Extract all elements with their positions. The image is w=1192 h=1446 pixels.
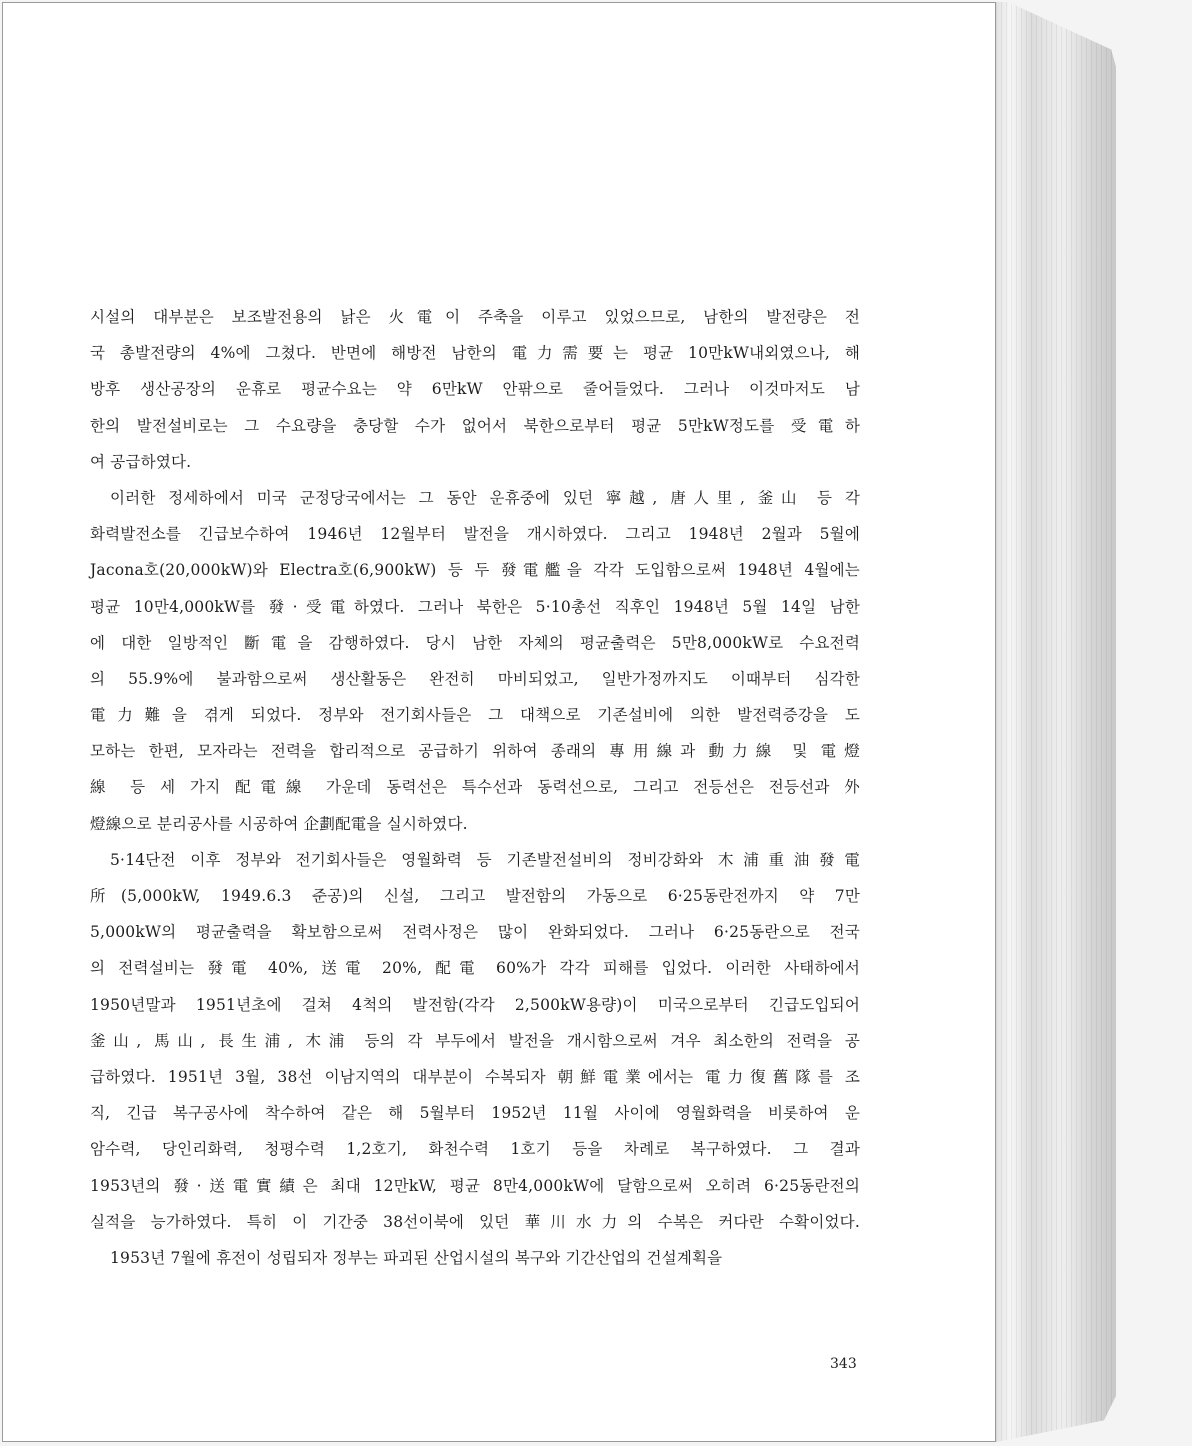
text-line: 시설의 대부분은 보조발전용의 낡은 火電이 주축을 이루고 있었으므로, 남한의 발전량은 전 [90, 308, 860, 326]
text-line: 線 등 세 가지 配電線 가운데 동력선은 특수선과 동력선으로, 그리고 전등선은 전등선과 外 [90, 778, 860, 797]
text-line: 에 대한 일방적인 斷電을 감행하였다. 당시 남한 자체의 평균출력은 5만8,000kW로 수요전력 [90, 633, 860, 652]
page-number: 343 [830, 1356, 857, 1372]
text-line: 1953년의 發·送電實績은 최대 12만kW, 평균 8만4,000kW에 달함으로써 오히려 6·25동란전의 [90, 1176, 860, 1195]
text-line: 실적을 능가하였다. 특히 이 기간중 38선이북에 있던 華川水力의 수복은 커다란 수확이었다. [90, 1212, 860, 1231]
page-stack-lines [996, 2, 1116, 1442]
body-text [90, 299, 860, 1276]
text-line: 방후 생산공장의 운휴로 평균수요는 약 6만kW 안팎으로 줄어들었다. 그러나 이것마저도 남 [90, 380, 860, 399]
text-line: 釜山, 馬山, 長生浦, 木浦 등의 각 부두에서 발전을 개시함으로써 겨우 최소한의 전력을 공 [90, 1031, 860, 1050]
text-line: 직, 긴급 복구공사에 착수하여 같은 해 5월부터 1952년 11월 사이에 영월화력을 비롯하여 운 [90, 1104, 860, 1123]
text-line: 의 전력설비는 發電 40%, 送電 20%, 配電 60%가 각각 피해를 입었다. 이러한 사태하에서 [90, 959, 860, 978]
text-line: 화력발전소를 긴급보수하여 1946년 12월부터 발전을 개시하였다. 그리고 1948년 2월과 5월에 [90, 525, 861, 544]
text-line: 암수력, 당인리화력, 청평수력 1,2호기, 화천수력 1호기 등을 차례로 복구하였다. 그 결과 [90, 1140, 860, 1159]
text-line: 이러한 정세하에서 미국 군정당국에서는 그 동안 운휴중에 있던 寧越, 唐人里, 釜山 등 각 [110, 488, 860, 507]
text-line: 燈線으로 분리공사를 시공하여 企劃配電을 실시하였다. [90, 814, 468, 833]
text-line: 여 공급하였다. [90, 452, 192, 471]
text-line: 국 총발전량의 4%에 그쳤다. 반면에 해방전 남한의 電力需要는 평균 10만kW내외였으나, 해 [90, 344, 860, 363]
text-line: 1950년말과 1951년초에 걸쳐 4척의 발전함(각각 2,500kW용량)이 미국으로부터 긴급도입되어 [90, 995, 860, 1014]
text-line: Jacona호(20,000kW)와 Electra호(6,900kW) 등 두 發電艦을 각각 도입함으로써 1948년 4월에는 [90, 561, 860, 580]
text-line: 電力難을 겪게 되었다. 정부와 전기회사들은 그 대책으로 기존설비에 의한 발전력증강을 도 [90, 706, 860, 725]
text-line: 급하였다. 1951년 3월, 38선 이남지역의 대부분이 수복되자 朝鮮電業에서는 電力復舊隊를 조 [90, 1067, 860, 1086]
text-line: 한의 발전설비로는 그 수요량을 충당할 수가 없어서 북한으로부터 평균 5만kW정도를 受電하 [90, 416, 860, 435]
text-line: 모하는 한편, 모자라는 전력을 합리적으로 공급하기 위하여 종래의 專用線과 動力線 및 電燈 [90, 742, 860, 761]
text-line: 1953년 7월에 휴전이 성립되자 정부는 파괴된 산업시설의 복구와 기간산업의 건설계획을 [110, 1248, 723, 1267]
text-line: 의 55.9%에 불과함으로써 생산활동은 완전히 마비되었고, 일반가정까지도 이때부터 심각한 [90, 669, 860, 688]
text-line: 5·14단전 이후 정부와 전기회사들은 영월화력 등 기존발전설비의 정비강화와 木浦重油發電 [110, 850, 860, 869]
text-line: 所(5,000kW, 1949.6.3 준공)의 신설, 그리고 발전함의 가동으로 6·25동란전까지 약 7만 [90, 887, 860, 905]
text-line: 평균 10만4,000kW를 發·受電하였다. 그러나 북한은 5·10총선 직후인 1948년 5월 14일 남한 [90, 597, 860, 616]
text-line: 5,000kW의 평균출력을 확보함으로써 전력사정은 많이 완화되었다. 그러나 6·25동란으로 전국 [90, 923, 860, 942]
